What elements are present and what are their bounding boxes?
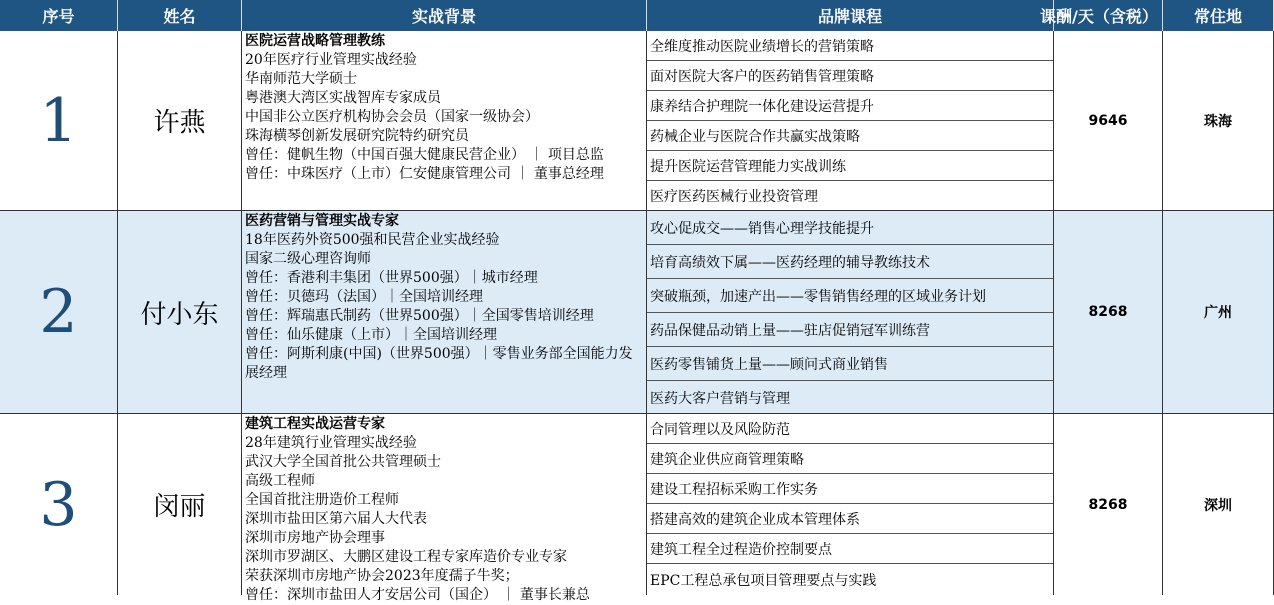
background-line: 曾任：仙乐健康（上市）｜全国培训经理 (245, 327, 497, 343)
background-line: 深圳市罗湖区、大鹏区建设工程专家库造价专业专家 (245, 549, 567, 565)
header-seq: 序号 (0, 0, 118, 31)
trainer-name: 许燕 (118, 31, 242, 210)
background-line: 粤港澳大湾区实战智库专家成员 (245, 90, 441, 106)
header-background: 实战背景 (242, 0, 647, 31)
course-item: 康养结合护理院一体化建设运营提升 (647, 91, 1053, 121)
trainer-fee: 9646 (1054, 31, 1163, 210)
row-seq: 1 (0, 31, 118, 210)
table-row (0, 414, 1274, 603)
table-row (0, 31, 1274, 211)
background-line: 荣获深圳市房地产协会2023年度孺子牛奖； (245, 568, 519, 584)
course-list (647, 211, 1054, 413)
background-line: 曾任：健帆生物（中国百强大健康民营企业） ｜ 项目总监 (245, 147, 604, 163)
background-line: 深圳市房地产协会理事 (245, 530, 385, 546)
course-item: 医疗医药医械行业投资管理 (650, 189, 818, 205)
background-line: 武汉大学全国首批公共管理硕士 (245, 454, 441, 470)
course-list (647, 31, 1054, 210)
course-item: 全维度推动医院业绩增长的营销策略 (647, 31, 1053, 61)
header-name: 姓名 (118, 0, 242, 31)
trainer-name: 闵丽 (118, 414, 242, 595)
course-item: 建筑企业供应商管理策略 (647, 444, 1053, 474)
trainer-fee: 8268 (1054, 211, 1163, 413)
background-line: 曾任：中珠医疗（上市）仁安健康管理公司 ｜ 董事总经理 (245, 166, 604, 182)
trainer-background (242, 414, 647, 603)
background-line: 曾任：香港利丰集团（世界500强）｜城市经理 (245, 270, 538, 286)
trainer-city: 深圳 (1163, 414, 1274, 595)
header-courses: 品牌课程 (647, 0, 1054, 31)
course-item: 建筑工程全过程造价控制要点 (647, 534, 1053, 564)
course-item: 突破瓶颈，加速产出——零售销售经理的区域业务计划 (647, 279, 1053, 313)
trainer-fee: 8268 (1054, 414, 1163, 595)
trainer-background (242, 31, 647, 210)
course-item: 医药大客户营销与管理 (650, 390, 790, 407)
background-line: 曾任：深圳市盐田人才安居公司（国企） ｜ 董事长兼总 (245, 587, 590, 603)
trainer-background (242, 211, 647, 413)
row-seq: 3 (0, 414, 118, 595)
background-line: 华南师范大学硕士 (245, 71, 357, 87)
background-line: 20年医疗行业管理实战经验 (245, 52, 417, 68)
background-line: 曾任：阿斯利康(中国)（世界500强）｜零售业务部全国能力发展经理 (245, 346, 633, 381)
header-city: 常住地 (1163, 0, 1274, 31)
background-line: 28年建筑行业管理实战经验 (245, 435, 417, 451)
table-row (0, 211, 1274, 414)
background-line: 高级工程师 (245, 473, 315, 489)
trainer-city: 广州 (1163, 211, 1274, 413)
course-item: 面对医院大客户的医药销售管理策略 (647, 61, 1053, 91)
background-line: 中国非公立医疗机构协会会员（国家一级协会） (245, 109, 539, 125)
course-item: EPC工程总承包项目管理要点与实践 (650, 572, 877, 589)
background-title: 医药营销与管理实战专家 (245, 213, 399, 229)
course-list (647, 414, 1054, 595)
course-item: 药械企业与医院合作共赢实战策略 (647, 121, 1053, 151)
background-line: 曾任：辉瑞惠氏制药（世界500强）｜全国零售培训经理 (245, 308, 594, 324)
course-item: 搭建高效的建筑企业成本管理体系 (647, 504, 1053, 534)
trainer-city: 珠海 (1163, 31, 1274, 210)
header-fee: 课酬/天（含税） (1054, 0, 1163, 31)
course-item: 合同管理以及风险防范 (647, 414, 1053, 444)
course-item: 建设工程招标采购工作实务 (647, 474, 1053, 504)
course-item: 培育高绩效下属——医药经理的辅导教练技术 (647, 245, 1053, 279)
trainer-name: 付小东 (118, 211, 242, 413)
background-line: 珠海横琴创新发展研究院特约研究员 (245, 128, 469, 144)
course-item: 提升医院运营管理能力实战训练 (647, 151, 1053, 181)
course-item: 医药零售铺货上量——顾问式商业销售 (647, 347, 1053, 381)
background-line: 深圳市盐田区第六届人大代表 (245, 511, 427, 527)
background-line: 曾任：贝德玛（法国）｜全国培训经理 (245, 289, 483, 305)
background-title: 医院运营战略管理教练 (245, 33, 385, 49)
background-line: 18年医药外资500强和民营企业实战经验 (245, 232, 500, 248)
background-title: 建筑工程实战运营专家 (245, 416, 385, 432)
course-item: 药品保健品动销上量——驻店促销冠军训练营 (647, 313, 1053, 347)
course-item: 攻心促成交——销售心理学技能提升 (647, 211, 1053, 245)
background-line: 国家二级心理咨询师 (245, 251, 371, 267)
row-seq: 2 (0, 211, 118, 413)
background-line: 全国首批注册造价工程师 (245, 492, 399, 508)
